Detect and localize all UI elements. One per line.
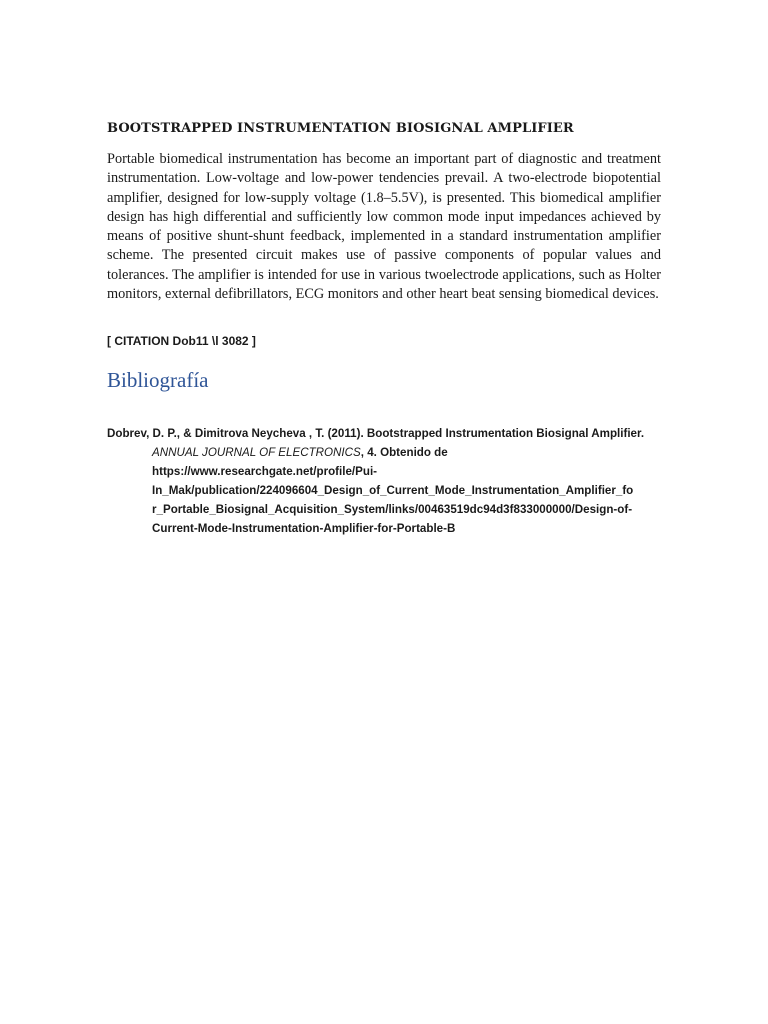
citation-field: [ CITATION Dob11 \l 3082 ]: [107, 334, 256, 348]
abstract-paragraph: Portable biomedical instrumentation has become an important part of diagnostic and treatment instrumentation. Low-voltage and low-power tendencies prevail. A two-electrode biopotential amplifier, designed for low-supply voltage (1.8–5.5V), is presented. This biomedical amplifier design has high differential and sufficiently low common mode input impedances achieved by means of positive shunt-shunt feedback, implemented in a standard instrumentation amplifier scheme. The presented circuit makes use of passive components of popular values and tolerances. The amplifier is intended for use in various twoelectrode applications, such as Holter monitors, external defibrillators, ECG monitors and other heart beat sensing biomedical devices.: [107, 151, 661, 303]
bib-entry-authors-title: Dobrev, D. P., & Dimitrova Neycheva , T. (2011). Bootstrapped Instrumentation Biosignal Amplifier.: [107, 427, 645, 440]
bibliography-entry: [107, 424, 667, 538]
bib-entry-url-line-3[interactable]: r_Portable_Biosignal_Acquisition_System/links/00463519dc94d3f833000000/Design-of-: [152, 503, 633, 516]
bib-entry-url-line-1[interactable]: https://www.researchgate.net/profile/Pui-: [152, 465, 378, 478]
bib-entry-url-line-2[interactable]: In_Mak/publication/224096604_Design_of_Current_Mode_Instrumentation_Amplifier_fo: [152, 484, 634, 497]
document-title: BOOTSTRAPPED INSTRUMENTATION BIOSIGNAL AMPLIFIER: [107, 121, 574, 136]
bib-entry-volume: , 4. Obtenido de: [360, 446, 448, 459]
bibliography-heading: Bibliografía: [107, 368, 209, 392]
bib-entry-journal: ANNUAL JOURNAL OF ELECTRONICS: [152, 446, 361, 459]
bib-entry-url-line-4[interactable]: Current-Mode-Instrumentation-Amplifier-for-Portable-B: [152, 522, 456, 535]
bib-entry-source: [107, 443, 667, 462]
